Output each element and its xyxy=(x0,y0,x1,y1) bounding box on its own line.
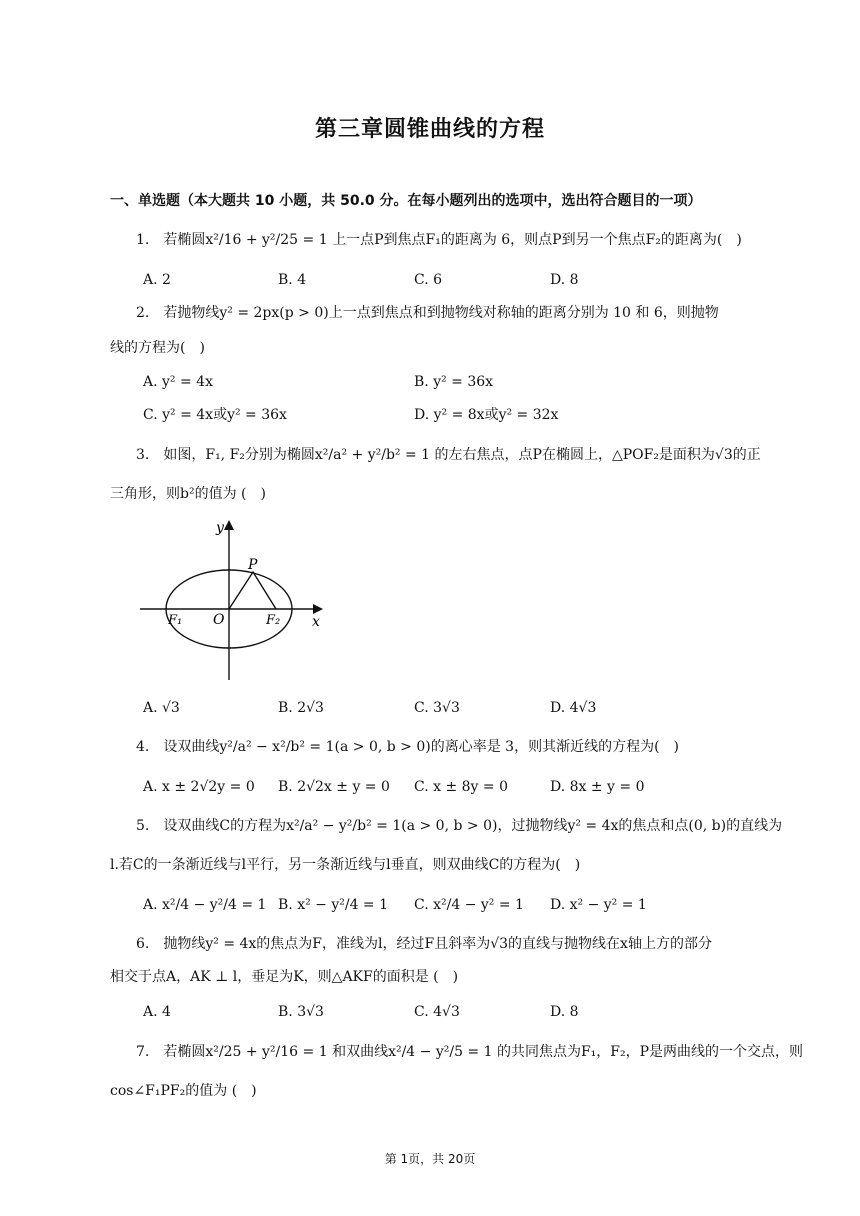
y-axis-arrow xyxy=(224,520,234,530)
q5-option-b: B. x² − y²/4 = 1 xyxy=(278,897,389,913)
q6-option-b: B. 3√3 xyxy=(278,1004,324,1020)
question-6-stem-line1: 6. 抛物线y² = 4x的焦点为F，准线为l，经过F且斜率为√3的直线与抛物线在x轴上方的部分 xyxy=(136,936,712,952)
question-4-stem: 4. 设双曲线y²/a² − x²/b² = 1(a > 0, b > 0)的离心率是 3，则其渐近线的方程为( ) xyxy=(136,739,680,755)
question-7-stem-line2: cos∠F₁PF₂的值为 ( ) xyxy=(110,1083,257,1099)
question-2-stem-line2: 线的方程为( ) xyxy=(110,340,205,356)
q6-option-c: C. 4√3 xyxy=(414,1004,460,1020)
q2-option-a: A. y² = 4x xyxy=(143,374,213,390)
question-6-stem-line2: 相交于点A，AK ⊥ l，垂足为K，则△AKF的面积是 ( ) xyxy=(110,969,459,985)
question-1-stem: 1. 若椭圆x²/16 + y²/25 = 1 上一点P到焦点F₁的距离为 6，则点P到另一个焦点F₂的距离为( ) xyxy=(136,232,742,248)
ellipse-figure xyxy=(140,512,340,684)
question-7-stem-line1: 7. 若椭圆x²/25 + y²/16 = 1 和双曲线x²/4 − y²/5 = 1 的共同焦点为F₁，F₂，P是两曲线的一个交点，则 xyxy=(136,1044,804,1060)
q4-option-d: D. 8x ± y = 0 xyxy=(550,779,645,795)
label-x: x xyxy=(312,614,320,630)
triangle-pof2 xyxy=(229,572,276,609)
q4-option-a: A. x ± 2√2y = 0 xyxy=(143,779,255,795)
q1-option-d: D. 8 xyxy=(550,272,579,288)
x-axis-arrow xyxy=(313,604,323,614)
q6-option-d: D. 8 xyxy=(550,1004,579,1020)
q3-option-d: D. 4√3 xyxy=(550,700,597,716)
question-3-stem-line1: 3. 如图，F₁, F₂分别为椭圆x²/a² + y²/b² = 1 的左右焦点，点P在椭圆上，△POF₂是面积为√3的正 xyxy=(136,447,761,463)
section-heading: 一、单选题（本大题共 10 小题，共 50.0 分。在每小题列出的选项中，选出符合题目的一项） xyxy=(110,193,702,209)
q1-option-b: B. 4 xyxy=(278,272,307,288)
q4-option-b: B. 2√2x ± y = 0 xyxy=(278,779,390,795)
q5-option-c: C. x²/4 − y² = 1 xyxy=(414,897,524,913)
q3-option-a: A. √3 xyxy=(143,700,180,716)
question-2-stem-line1: 2. 若抛物线y² = 2px(p > 0)上一点到焦点和到抛物线对称轴的距离分别为 10 和 6，则抛物 xyxy=(136,305,719,321)
q1-option-a: A. 2 xyxy=(143,272,171,288)
q3-option-c: C. 3√3 xyxy=(414,700,460,716)
page-footer: 第 1页，共 20页 xyxy=(384,1152,476,1166)
label-o: O xyxy=(213,612,225,628)
label-p: P xyxy=(248,557,258,573)
label-f2: F₂ xyxy=(266,613,281,628)
q6-option-a: A. 4 xyxy=(143,1004,171,1020)
label-y: y xyxy=(216,520,224,536)
q3-option-b: B. 2√3 xyxy=(278,700,324,716)
q2-option-d: D. y² = 8x或y² = 32x xyxy=(414,407,559,423)
label-f1: F₁ xyxy=(168,613,183,628)
page-title: 第三章圆锥曲线的方程 xyxy=(314,117,545,142)
q2-option-b: B. y² = 36x xyxy=(414,374,494,390)
question-5-stem-line1: 5. 设双曲线C的方程为x²/a² − y²/b² = 1(a > 0, b > 0)，过抛物线y² = 4x的焦点和点(0, b)的直线为 xyxy=(136,818,783,834)
q5-option-a: A. x²/4 − y²/4 = 1 xyxy=(143,897,267,913)
q5-option-d: D. x² − y² = 1 xyxy=(550,897,647,913)
q4-option-c: C. x ± 8y = 0 xyxy=(414,779,508,795)
question-5-stem-line2: l.若C的一条渐近线与l平行，另一条渐近线与l垂直，则双曲线C的方程为( ) xyxy=(110,857,581,873)
q2-option-c: C. y² = 4x或y² = 36x xyxy=(143,407,287,423)
question-3-stem-line2: 三角形，则b²的值为 ( ) xyxy=(110,486,266,502)
q1-option-c: C. 6 xyxy=(414,272,443,288)
